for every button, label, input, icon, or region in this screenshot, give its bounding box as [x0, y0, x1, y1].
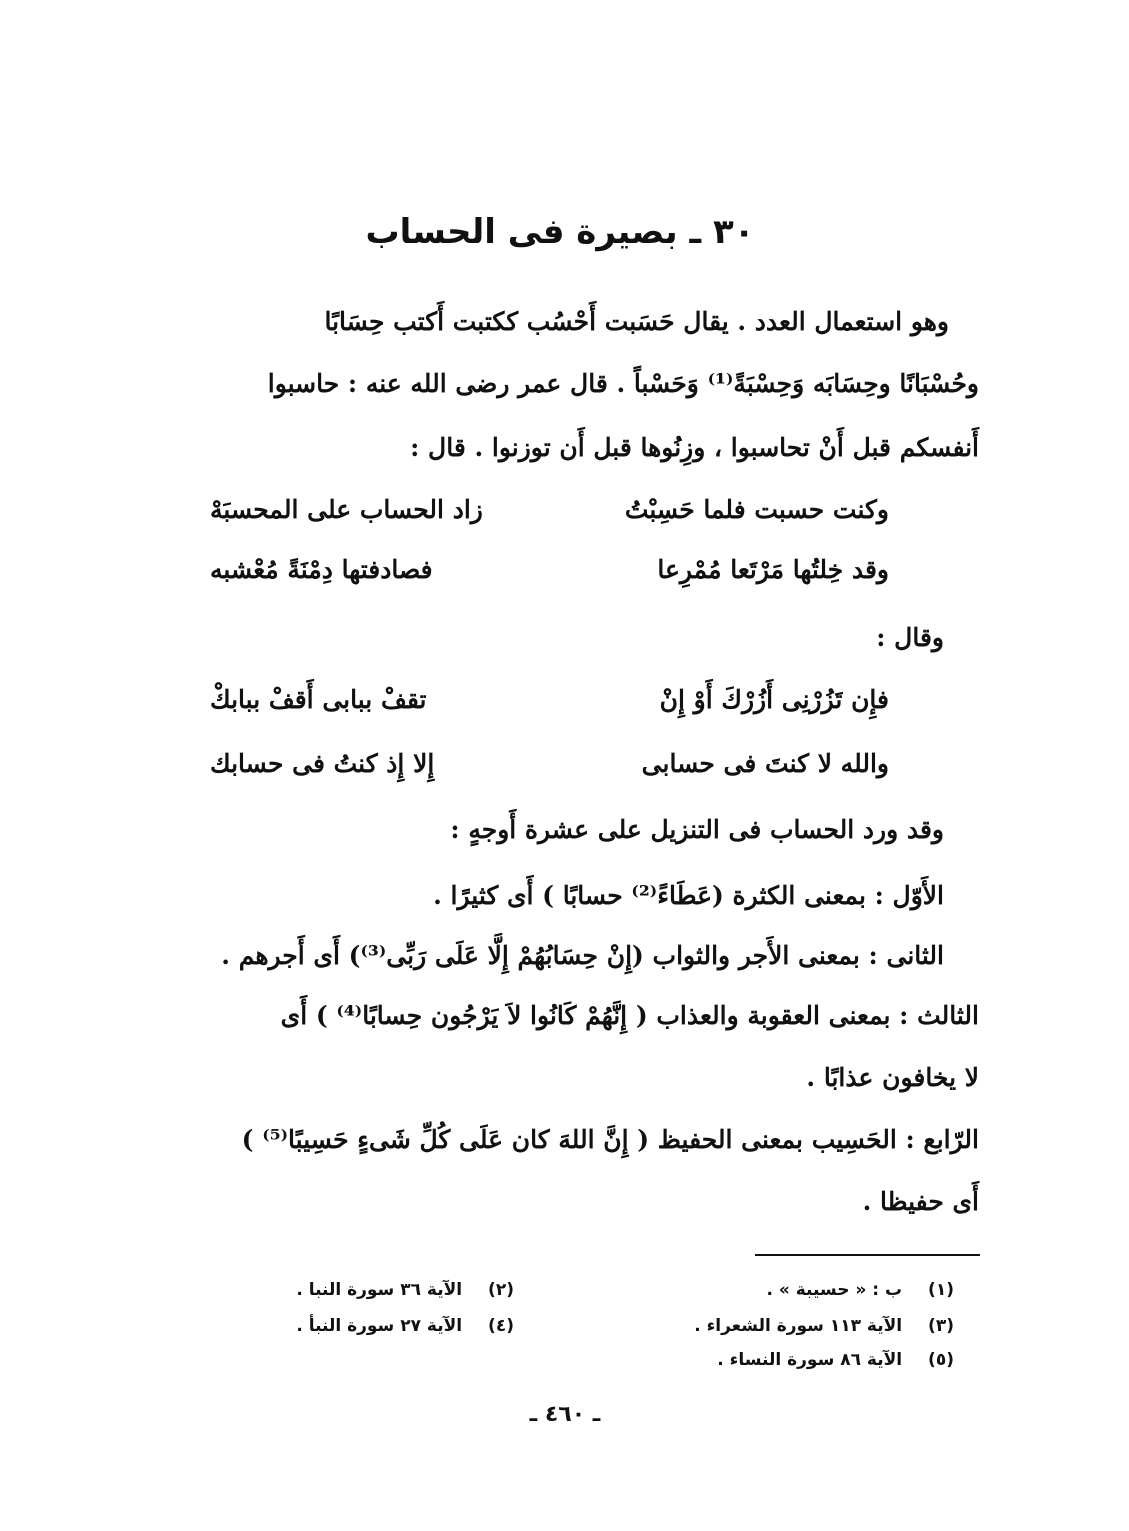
verse-2-hemistich-2: فصادفتها دِمْنَةً مُعْشبه: [210, 555, 433, 584]
footnote-number: (٥): [928, 1350, 954, 1370]
footnote-separator: [755, 1254, 980, 1256]
footnote-number: (٤): [488, 1316, 514, 1336]
said-line: وقال :: [876, 623, 944, 652]
verse-1-hemistich-2: زاد الحساب على المحسبَهْ: [210, 495, 483, 524]
page-number: ـ ٤٦٠ ـ: [529, 1402, 601, 1427]
footnote-2: [296, 1278, 514, 1302]
verse-3-hemistich-1: فإِن تَزُرْنِى أَزُرْكَ أَوْ إِنْ: [659, 685, 889, 714]
text-line-7: الثالث : بمعنى العقوبة والعذاب ( إِنَّهُمْ كَانُوا لاَ يَرْجُون حِسابًا⁽⁴⁾ ) أَى: [280, 1001, 979, 1030]
text-line-9: الرّابع : الحَسِيب بمعنى الحفيظ ( إِنَّ اللهَ كان عَلَى كُلِّ شَىءٍ حَسِيبًا⁽⁵⁾ ): [241, 1125, 979, 1154]
text-line-6: الثانى : بمعنى الأَجر والثواب (إِنْ حِسَابُهُمْ إِلَّا عَلَى رَبِّى⁽³⁾) أَى أَجرهم .: [221, 941, 944, 970]
footnote-text: الآية ٨٦ سورة النساء .: [717, 1350, 903, 1370]
text-line-1: وهو استعمال العدد . يقال حَسَبت أَحْسُب ككتبت أَكتب حِسَابًا: [324, 307, 949, 336]
footnote-text: ب : « حسيبة » .: [766, 1280, 903, 1300]
footnote-number: (٣): [928, 1316, 954, 1336]
text-line-5: الأَوّل : بمعنى الكثرة (عَطَاءً⁽²⁾ حسابًا ) أَى كثيرًا .: [433, 881, 944, 910]
text-line-8: لا يخافون عذابًا .: [806, 1063, 979, 1092]
footnote-text: الآية ٣٦ سورة النبا .: [296, 1280, 463, 1300]
footnote-4: [296, 1314, 514, 1338]
verse-4-hemistich-1: والله لا كنتَ فى حسابى: [641, 749, 889, 778]
footnote-text: الآية ٢٧ سورة النبأ .: [296, 1316, 463, 1336]
verse-3-hemistich-2: تقفْ ببابى أَقفْ ببابكْ: [210, 685, 427, 714]
footnote-3: [694, 1314, 954, 1338]
footnote-number: (١): [928, 1280, 954, 1300]
footnote-text: الآية ١١٣ سورة الشعراء .: [694, 1316, 903, 1336]
footnote-number: (٢): [488, 1280, 514, 1300]
section-heading: ٣٠ ـ بصيرة فى الحساب: [365, 212, 755, 252]
text-line-2: وحُسْبَانًا وحِسَابَه وَحِسْبَةً⁽¹⁾ وَحَسْباً . قال عمر رضى الله عنه : حاسبوا: [267, 369, 979, 398]
text-line-3: أَنفسكم قبل أَنْ تحاسبوا ، وزِنُوها قبل أَن توزنوا . قال :: [410, 433, 979, 462]
footnote-5: [717, 1348, 954, 1372]
verse-4-hemistich-2: إِلا إِذ كنتُ فى حسابك: [210, 749, 435, 778]
verse-2-hemistich-1: وقد خِلتُها مَرْتَعا مُمْرِعا: [657, 555, 889, 584]
footnote-1: [766, 1278, 954, 1302]
verse-1-hemistich-1: وكنت حسبت فلما حَسِبْتُ: [624, 495, 889, 524]
text-line-10: أَى حفيظا .: [862, 1187, 979, 1216]
text-line-4: وقد ورد الحساب فى التنزيل على عشرة أَوجهٍ :: [450, 815, 944, 844]
